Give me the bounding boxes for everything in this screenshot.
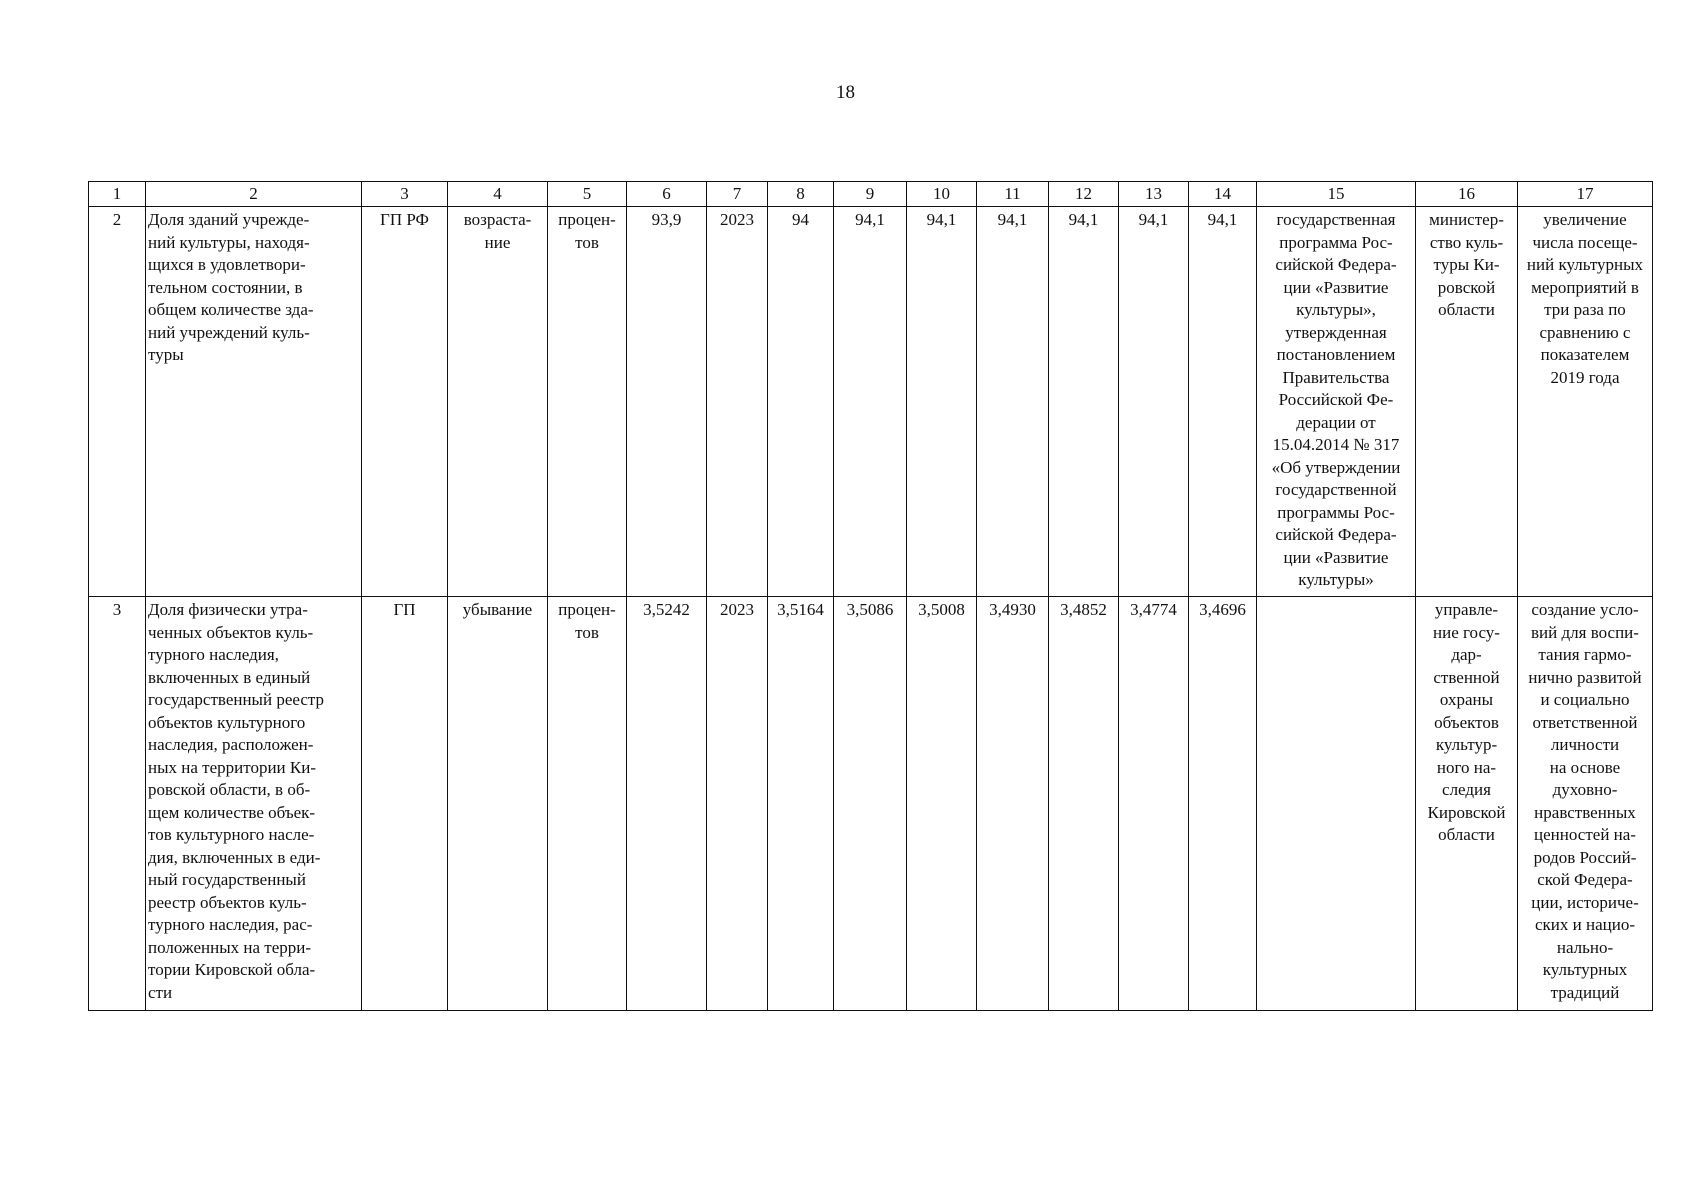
header-cell: 1 xyxy=(89,182,146,207)
indicator-source: ГП xyxy=(362,597,448,1011)
header-cell: 5 xyxy=(548,182,627,207)
header-cell: 14 xyxy=(1189,182,1257,207)
value-cell: 3,5008 xyxy=(907,597,977,1011)
row-number: 3 xyxy=(89,597,146,1011)
header-cell: 4 xyxy=(448,182,548,207)
value-cell: 3,4696 xyxy=(1189,597,1257,1011)
base-value: 93,9 xyxy=(627,207,707,597)
header-cell: 2 xyxy=(146,182,362,207)
header-cell: 10 xyxy=(907,182,977,207)
value-cell: 94,1 xyxy=(1189,207,1257,597)
responsible-body: управле- ние госу- дар- ственной охраны объектов культур- ного на- следия Кировской области xyxy=(1416,597,1518,1011)
header-cell: 9 xyxy=(834,182,907,207)
header-cell: 11 xyxy=(977,182,1049,207)
value-cell: 3,4930 xyxy=(977,597,1049,1011)
value-cell: 94,1 xyxy=(1119,207,1189,597)
base-value: 3,5242 xyxy=(627,597,707,1011)
value-cell: 3,5086 xyxy=(834,597,907,1011)
header-cell: 8 xyxy=(768,182,834,207)
program-document xyxy=(1257,597,1416,1011)
value-cell: 94,1 xyxy=(977,207,1049,597)
value-cell: 94 xyxy=(768,207,834,597)
header-cell: 15 xyxy=(1257,182,1416,207)
unit: процен- тов xyxy=(548,597,627,1011)
header-cell: 13 xyxy=(1119,182,1189,207)
header-cell: 12 xyxy=(1049,182,1119,207)
indicator-name: Доля физически утра- ченных объектов куль- турного наследия, включенных в единый государственный реестр объектов культурного наследия, расположен- ных на территории Ки- ровской области, в об- щем количестве объек- тов культурного насле- дия, включенных в еди- ный государственный реестр объектов куль- турного наследия, рас- положенных на терри- тории Кировской обла- сти xyxy=(146,597,362,1011)
value-cell: 94,1 xyxy=(834,207,907,597)
header-row xyxy=(89,182,1653,207)
table-row xyxy=(89,207,1653,597)
header-cell: 3 xyxy=(362,182,448,207)
program-document: государственная программа Рос- сийской Федера- ции «Развитие культуры», утвержденная постановлением Правительства Российской Фе- дерации от 15.04.2014 № 317 «Об утверждении государственной программы Рос- сийской Федера- ции «Развитие культуры» xyxy=(1257,207,1416,597)
trend: возраста- ние xyxy=(448,207,548,597)
unit: процен- тов xyxy=(548,207,627,597)
row-number: 2 xyxy=(89,207,146,597)
indicator-table xyxy=(88,181,1653,1011)
indicator-name: Доля зданий учрежде- ний культуры, находя- щихся в удовлетвори- тельном состоянии, в общем количестве зда- ний учреждений куль- туры xyxy=(146,207,362,597)
header-cell: 6 xyxy=(627,182,707,207)
page-number: 18 xyxy=(836,82,855,103)
header-cell: 17 xyxy=(1518,182,1653,207)
value-cell: 94,1 xyxy=(1049,207,1119,597)
header-cell: 16 xyxy=(1416,182,1518,207)
header-cell: 7 xyxy=(707,182,768,207)
value-cell: 94,1 xyxy=(907,207,977,597)
value-cell: 3,4774 xyxy=(1119,597,1189,1011)
base-year: 2023 xyxy=(707,597,768,1011)
trend: убывание xyxy=(448,597,548,1011)
indicator-source: ГП РФ xyxy=(362,207,448,597)
base-year: 2023 xyxy=(707,207,768,597)
goal-link: увеличение числа посеще- ний культурных мероприятий в три раза по сравнению с показателем 2019 года xyxy=(1518,207,1653,597)
goal-link: создание усло- вий для воспи- тания гармо- нично развитой и социально ответственной личности на основе духовно- нравственных ценностей на- родов Россий- ской Федера- ции, историче- ских и нацио- нально- культурных традиций xyxy=(1518,597,1653,1011)
table-row xyxy=(89,597,1653,1011)
value-cell: 3,4852 xyxy=(1049,597,1119,1011)
value-cell: 3,5164 xyxy=(768,597,834,1011)
responsible-body: министер- ство куль- туры Ки- ровской области xyxy=(1416,207,1518,597)
